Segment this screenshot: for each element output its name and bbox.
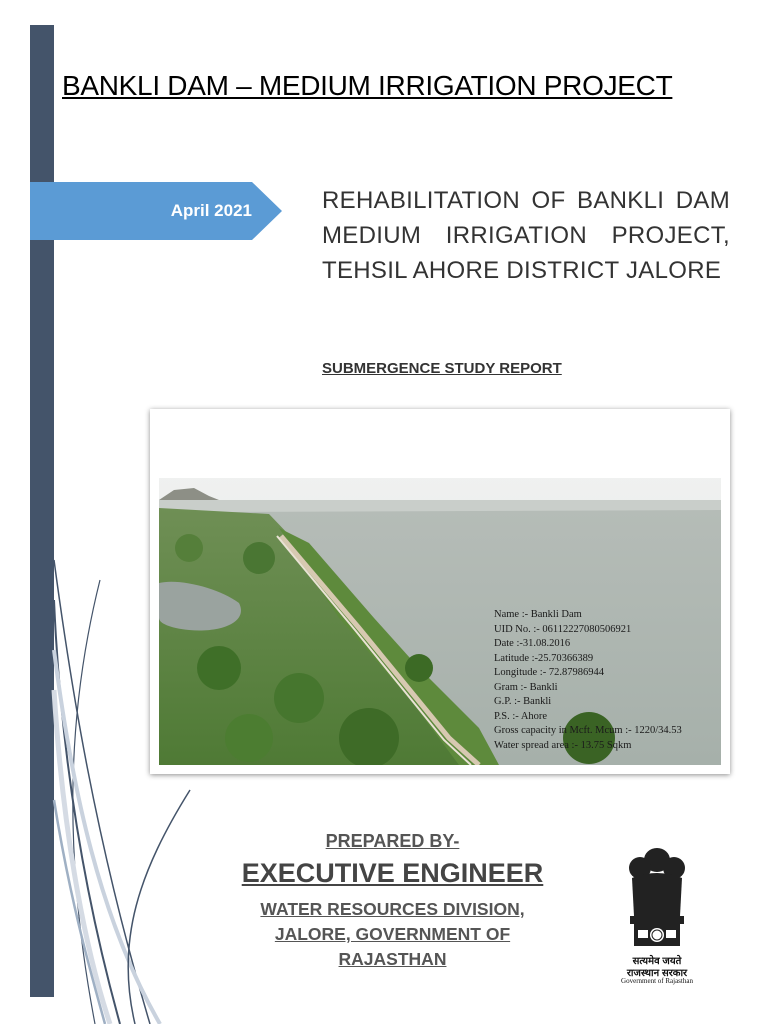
caption-line: Water spread area :- 13.75 Sqkm bbox=[494, 739, 632, 751]
office-line: RAJASTHAN bbox=[338, 949, 447, 969]
caption-line: Longitude :- 72.87986944 bbox=[494, 667, 604, 678]
dam-aerial-photo bbox=[159, 418, 721, 765]
dam-photo-frame bbox=[150, 409, 730, 774]
prepared-by-label: PREPARED BY- bbox=[325, 831, 460, 851]
report-type-heading: SUBMERGENCE STUDY REPORT bbox=[322, 360, 562, 377]
office-line: JALORE, GOVERNMENT OF bbox=[274, 924, 511, 944]
emblem-govt-english: Government of Rajasthan bbox=[621, 977, 693, 985]
caption-line: Gram :- Bankli bbox=[494, 681, 558, 693]
caption-line: Gross capacity in Mcft. Mcum :- 1220/34.53 bbox=[494, 725, 682, 736]
emblem-govt-hindi: राजस्थान सरकार bbox=[626, 968, 688, 979]
emblem-motto: सत्यमेव जयते bbox=[632, 956, 682, 967]
report-date: April 2021 bbox=[170, 201, 252, 220]
caption-line: UID No. :- 06112227080506921 bbox=[494, 623, 632, 635]
caption-line: Name :- Bankli Dam bbox=[494, 609, 582, 620]
caption-line: P.S. :- Ahore bbox=[494, 710, 548, 722]
preparer-office bbox=[230, 897, 555, 972]
caption-line: Date :-31.08.2016 bbox=[494, 638, 571, 649]
photo-geotag-caption bbox=[494, 608, 682, 753]
caption-line: Latitude :-25.70366389 bbox=[494, 652, 594, 664]
preparer-designation: EXECUTIVE ENGINEER bbox=[241, 858, 544, 888]
office-line: WATER RESOURCES DIVISION, bbox=[260, 899, 525, 919]
document-title: BANKLI DAM – MEDIUM IRRIGATION PROJECT bbox=[62, 70, 673, 101]
project-subtitle: REHABILITATION OF BANKLI DAM MEDIUM IRRIGATION PROJECT, TEHSIL AHORE DISTRICT JALORE bbox=[322, 187, 730, 284]
caption-line: G.P. :- Bankli bbox=[494, 696, 552, 707]
date-tag bbox=[30, 182, 282, 240]
